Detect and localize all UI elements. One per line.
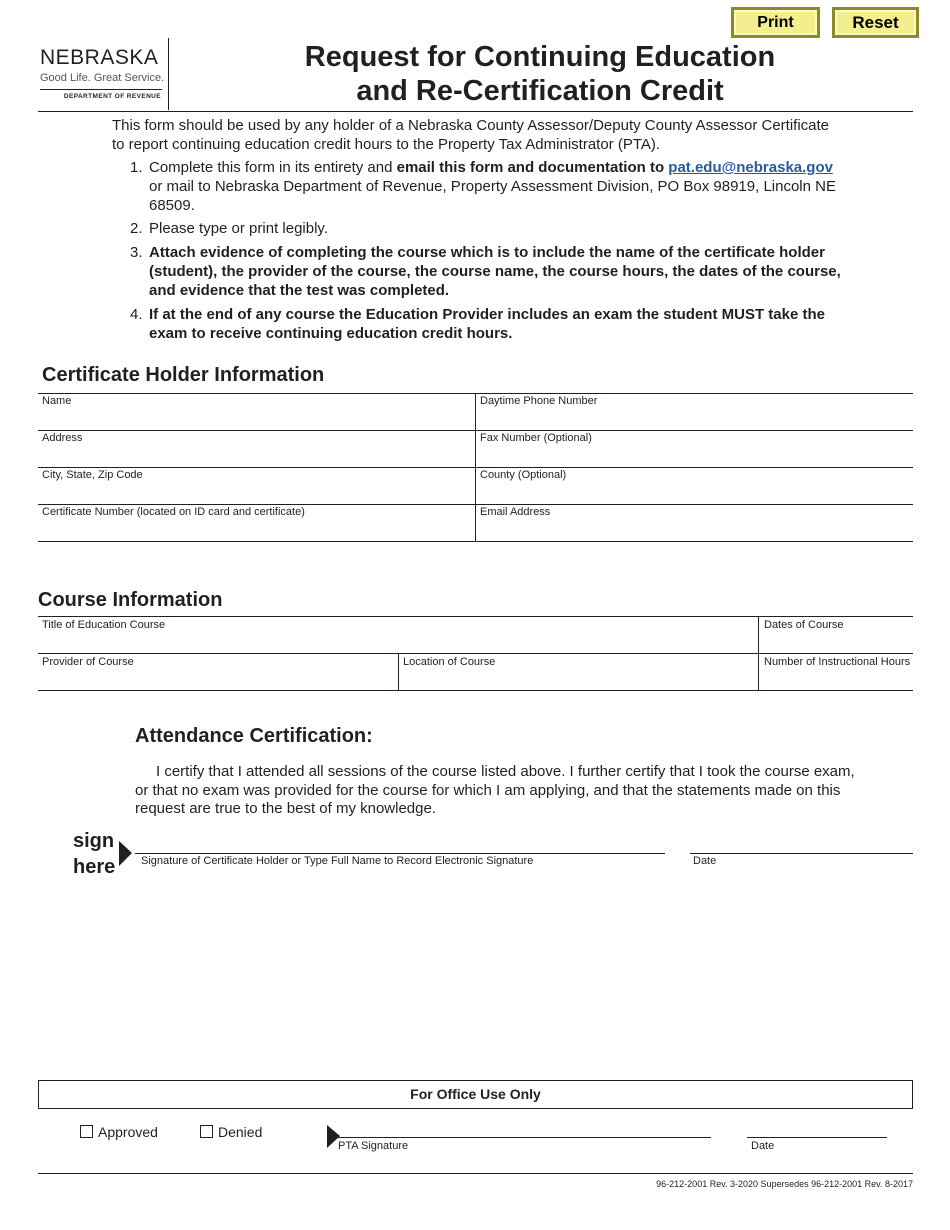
- city-state-zip-field[interactable]: City, State, Zip Code: [42, 469, 143, 481]
- denied-checkbox[interactable]: [200, 1124, 262, 1140]
- page-title: [230, 40, 850, 108]
- holder-section-heading: Certificate Holder Information: [42, 364, 325, 386]
- certificate-number-field[interactable]: Certificate Number (located on ID card and certificate): [42, 506, 305, 518]
- instruction-text: Attach evidence of completing the course which is to include the name of the certificate holder (student), the provider of the course, the course name, the course hours, the dates of the course, and evidence that the test was completed.: [149, 244, 841, 299]
- instruction-item: [112, 305, 842, 343]
- denied-checkbox-box[interactable]: [200, 1125, 213, 1138]
- instructions-list: [112, 158, 842, 348]
- attendance-statement: I certify that I attended all sessions of the course listed above. I further certify that I took the course exam, or that no exam was provided for the course for which I am applying, and that the statements made on this request are true to the best of my knowledge.: [135, 763, 855, 817]
- office-use-heading: For Office Use Only: [410, 1086, 541, 1102]
- intro-text: This form should be used by any holder of a Nebraska County Assessor/Deputy County Assessor Certificate to report continuing education credit hours to the Property Tax Administrator (PTA).: [112, 117, 830, 153]
- instructional-hours-field[interactable]: Number of Instructional Hours: [764, 656, 911, 668]
- course-provider-field[interactable]: Provider of Course: [42, 656, 134, 668]
- office-date-field[interactable]: Date: [751, 1140, 775, 1152]
- instruction-item: [112, 243, 842, 300]
- phone-field[interactable]: Daytime Phone Number: [480, 395, 598, 407]
- title-line-1: Request for Continuing Education: [304, 41, 776, 73]
- logo-tagline: Good Life. Great Service.: [40, 72, 165, 84]
- course-title-field[interactable]: Title of Education Course: [42, 619, 166, 631]
- here-text: here: [73, 856, 116, 878]
- instruction-number: 2.: [130, 220, 143, 237]
- sign-text: sign: [73, 830, 115, 852]
- attendance-heading: Attendance Certification:: [135, 725, 373, 747]
- department-logo: [40, 46, 165, 100]
- print-button[interactable]: Print: [731, 7, 820, 38]
- instruction-text: Complete this form in its entirety and: [149, 159, 397, 176]
- course-location-field[interactable]: Location of Course: [403, 656, 496, 668]
- instruction-bold-text: email this form and documentation to: [396, 159, 669, 176]
- reset-button[interactable]: Reset: [832, 7, 919, 38]
- signature-date-field[interactable]: Date: [693, 855, 717, 867]
- denied-label: Denied: [218, 1124, 263, 1140]
- email-field[interactable]: Email Address: [480, 506, 551, 518]
- instruction-text: Please type or print legibly.: [149, 220, 328, 237]
- course-dates-field[interactable]: Dates of Course: [764, 619, 844, 631]
- approved-label: Approved: [98, 1124, 158, 1140]
- fax-field[interactable]: Fax Number (Optional): [480, 432, 592, 444]
- email-link[interactable]: pat.edu@nebraska.gov: [668, 159, 833, 176]
- approved-checkbox[interactable]: [80, 1124, 158, 1140]
- instruction-text: or mail to Nebraska Department of Revenue, Property Assessment Division, PO Box 98919, Lincoln NE 68509.: [149, 178, 836, 214]
- sign-arrow-icon: [119, 841, 133, 867]
- name-field[interactable]: Name: [42, 395, 72, 407]
- instruction-number: 3.: [130, 244, 143, 261]
- course-section-heading: Course Information: [38, 589, 223, 611]
- instruction-item: [112, 158, 842, 215]
- instruction-number: 1.: [130, 159, 143, 176]
- title-line-2: and Re-Certification Credit: [356, 75, 724, 107]
- instruction-item: [112, 219, 842, 238]
- logo-state-name: NEBRASKA: [40, 46, 159, 69]
- instruction-number: 4.: [130, 306, 143, 323]
- logo-department: DEPARTMENT OF REVENUE: [63, 93, 161, 100]
- approved-checkbox-box[interactable]: [80, 1125, 93, 1138]
- office-use-box: [38, 1080, 913, 1109]
- instruction-text: If at the end of any course the Education Provider includes an exam the student MUST take the exam to receive continuing education credit hours.: [149, 306, 825, 342]
- sign-here-marker: [73, 828, 115, 880]
- form-number: 96-212-2001 Rev. 3-2020 Supersedes 96-212-2001 Rev. 8-2017: [656, 1179, 913, 1189]
- county-field[interactable]: County (Optional): [480, 469, 567, 481]
- address-field[interactable]: Address: [42, 432, 83, 444]
- pta-signature-field[interactable]: PTA Signature: [338, 1140, 409, 1152]
- signature-field[interactable]: Signature of Certificate Holder or Type Full Name to Record Electronic Signature: [141, 855, 534, 867]
